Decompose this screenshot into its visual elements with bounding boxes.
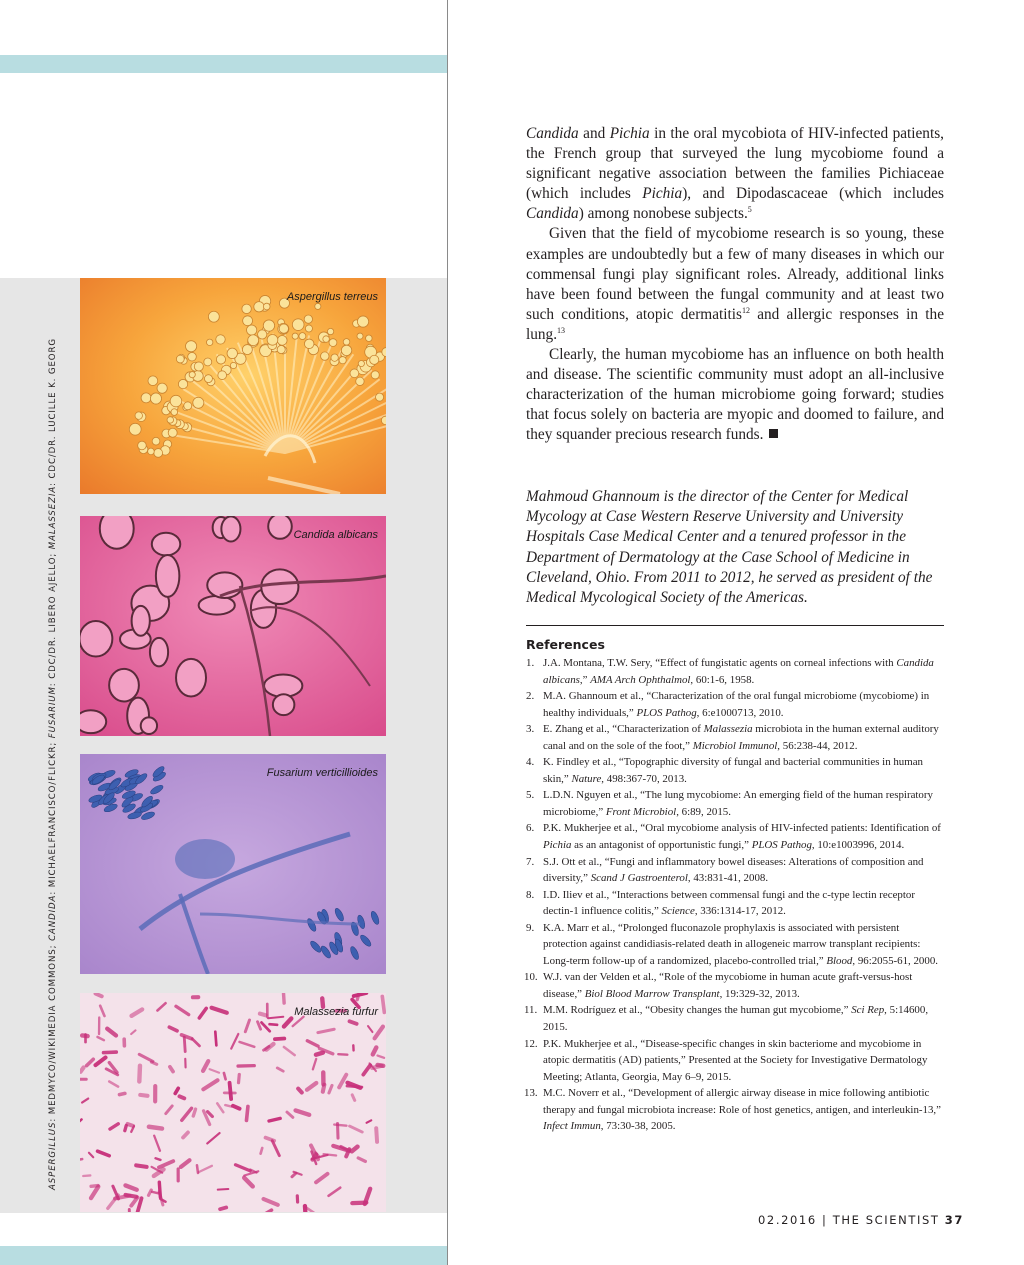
text-run: as an antagonist of opportunistic fungi,” xyxy=(571,839,752,852)
footer-separator: | xyxy=(822,1213,828,1227)
text-run: ) among nonobese subjects. xyxy=(578,205,748,223)
text-run: , 60:1-6, 1958. xyxy=(690,673,755,686)
text-run: Pichia xyxy=(543,839,572,852)
text-run: , 336:1314-17, 2012. xyxy=(694,905,786,918)
image-caption-malassezia: Malassezia furfur xyxy=(294,1006,378,1018)
text-run: Blood xyxy=(826,954,853,967)
references-heading: References xyxy=(526,637,605,652)
text-run: Microbiol Immunol xyxy=(692,739,778,752)
credit-segment: : CDC/DR. LIBERO AJELLO; xyxy=(48,549,58,687)
image-caption-aspergillus: Aspergillus terreus xyxy=(286,291,378,303)
text-run: , 498:367-70, 2013. xyxy=(601,772,687,785)
text-run: P.K. Mukherjee et al., “Disease-specific changes in skin bacteriome and mycobiome in atopic dermatitis (AD) patients,” Presented at the Society for Investigative Dermatology Meeting; Atlanta, Georgia, May 6–9, 2015. xyxy=(543,1037,928,1083)
body-paragraph xyxy=(526,345,944,445)
reference-number: 6. xyxy=(526,822,535,835)
text-run: microbiota in the human external auditory canal and on the sole of the foot,” xyxy=(543,723,939,752)
text-run: S.J. Ott et al., “Fungi and inflammatory bowel diseases: Alterations of composition and diversity,” xyxy=(543,855,924,885)
photo-credit xyxy=(48,280,58,1190)
footnote-marker: 5 xyxy=(747,205,752,215)
credit-segment: CANDIDA xyxy=(48,894,58,941)
text-run: , 6:89, 2015. xyxy=(676,805,731,818)
footnote-marker: 12 xyxy=(741,305,750,315)
footer-issue: 02.2016 xyxy=(758,1213,817,1227)
text-run: M.M. Rodríguez et al., “Obesity changes the human gut mycobiome,” xyxy=(543,1004,852,1017)
fusarium-micrograph xyxy=(80,754,386,974)
credit-segment: MALASSEZIA xyxy=(48,485,58,550)
credit-segment: : MICHAELFRANCISCO/FLICKR; xyxy=(48,738,58,895)
text-run: L.D.N. Nguyen et al., “The lung mycobiome: An emerging field of the human respiratory microbiome,” xyxy=(543,789,933,818)
text-run: and allergic responses in the lung. xyxy=(526,305,944,343)
footer-magazine: THE SCIENTIST xyxy=(832,1213,940,1227)
image-caption-fusarium: Fusarium verticillioides xyxy=(266,767,378,779)
text-run: Pichia xyxy=(642,185,683,203)
text-run: Malassezia xyxy=(703,723,753,736)
reference-number: 9. xyxy=(526,921,535,934)
text-run: M.C. Noverr et al., “Development of allergic airway disease in mice following antibiotic therapy and fungal microbiota increase: Role of host genetics, antigen, and interleukin-13,” xyxy=(543,1087,941,1116)
reference-item xyxy=(526,820,946,853)
text-run: , 73:30-38, 2005. xyxy=(600,1120,676,1133)
author-bio: Mahmoud Ghannoum is the director of the Center for Medical Mycology at Case Western Reserve University and University Hospitals Case Medical Center and a tenured professor in the Department of Dermatology at the Case School of Medicine in Cleveland, Ohio. From 2011 to 2012, he served as president of the Medical Mycological Society of the Americas. xyxy=(526,488,933,607)
text-run: , 96:2055-61, 2000. xyxy=(852,954,938,967)
page-footer xyxy=(758,1213,964,1227)
text-run: K. Findley et al., “Topographic diversity of fungal and bacterial communities in human skin,” xyxy=(543,756,924,785)
text-run: Nature xyxy=(571,772,602,785)
reference-number: 7. xyxy=(526,855,535,868)
text-run: Front Microbiol xyxy=(605,805,677,818)
top-color-band xyxy=(0,55,447,73)
page-number: 37 xyxy=(944,1213,964,1227)
credit-segment: : CDC/DR. LUCILLE K. GEORG xyxy=(48,338,58,486)
reference-number: 10. xyxy=(524,971,538,984)
text-run: ), and Dipodascaceae (which includes xyxy=(682,185,944,203)
fusarium-verticillioides-image xyxy=(80,754,386,974)
text-run: , 10:e1003996, 2014. xyxy=(811,839,905,852)
text-run: , 19:329-32, 2013. xyxy=(719,987,800,1000)
reference-item xyxy=(526,655,946,688)
text-run: , 56:238-44, 2012. xyxy=(777,739,858,752)
malassezia-micrograph xyxy=(80,993,386,1212)
candida-micrograph xyxy=(80,516,386,736)
reference-item xyxy=(526,787,946,820)
reference-number: 12. xyxy=(524,1037,538,1050)
reference-number: 11. xyxy=(524,1004,538,1017)
text-run: W.J. van der Velden et al., “Role of the mycobiome in human acute graft-versus-host disease,” xyxy=(543,971,913,1000)
text-run: Clearly, the human mycobiome has an influence on both health and disease. The scientific community must adopt an all-inclusive characterization of the human microbiome going forward; studies that focus solely on bacteria are myopic and doomed to failure, and they squander precious research funds. xyxy=(526,346,944,444)
malassezia-furfur-image xyxy=(80,993,386,1212)
reference-item xyxy=(526,1002,946,1035)
text-run: J.A. Montana, T.W. Sery, “Effect of fungistatic agents on corneal infections with xyxy=(543,657,897,669)
reference-number: 1. xyxy=(526,657,535,669)
text-run: Given that the field of mycobiome research is so young, these examples are undoubtedly but a few of many diseases in which our commensal fungi play significant roles. Already, additional links have been found between the fungal community and at least two such conditions, atopic dermatitis xyxy=(526,225,944,323)
end-of-article-square-icon xyxy=(769,429,778,438)
reference-number: 8. xyxy=(526,888,535,901)
body-paragraph xyxy=(526,224,944,345)
text-run: Candida xyxy=(526,125,579,142)
reference-number: 4. xyxy=(526,756,535,769)
text-run: Sci Rep xyxy=(851,1004,885,1017)
text-run: I.D. Iliev et al., “Interactions between commensal fungi and the c-type lectin receptor dectin-1 influence colitis,” xyxy=(543,888,915,918)
reference-item xyxy=(526,1085,946,1135)
section-divider xyxy=(526,625,944,626)
reference-item xyxy=(526,754,946,787)
text-run: P.K. Mukherjee et al., “Oral mycobiome analysis of HIV-infected patients: Identification of xyxy=(543,822,941,835)
text-run: Candida albicans xyxy=(543,657,934,686)
text-run: in the oral mycobiota of HIV-infected patients, the French group that surveyed the lung mycobiome found a significant negative association between the families Pichiaceae (which includes xyxy=(526,125,944,203)
footnote-marker: 13 xyxy=(557,325,566,335)
text-run: K.A. Marr et al., “Prolonged fluconazole prophylaxis is associated with persistent protection against candidiasis-related death in allogeneic marrow transplant recipients: Long-term follow-up of a randomized, placebo-controlled trial,” xyxy=(543,921,921,967)
text-run: , 43:831-41, 2008. xyxy=(687,872,769,885)
candida-albicans-image xyxy=(80,516,386,736)
text-run: Candida xyxy=(526,205,579,223)
text-run: and xyxy=(578,125,610,142)
text-run: , 6:e1000713, 2010. xyxy=(696,706,784,719)
body-paragraph xyxy=(526,124,944,224)
text-run: Biol Blood Marrow Transplant xyxy=(584,987,720,1000)
bottom-color-band xyxy=(0,1246,447,1265)
reference-item xyxy=(526,854,946,887)
text-run: Infect Immun xyxy=(543,1120,601,1133)
reference-number: 3. xyxy=(526,723,535,736)
page-gutter-line xyxy=(447,0,448,1265)
text-run: , 5:14600, 2015. xyxy=(543,1004,929,1034)
aspergillus-terreus-image xyxy=(80,278,386,494)
text-run: Scand J Gastroenterol xyxy=(590,872,688,885)
reference-number: 5. xyxy=(526,789,535,802)
credit-segment: ASPERGILLUS xyxy=(48,1121,58,1190)
references-list xyxy=(526,655,946,1135)
text-run: Science xyxy=(661,905,695,918)
text-run: PLOS Pathog xyxy=(751,839,812,852)
credit-segment: : MEDMYCO/WIKIMEDIA COMMONS; xyxy=(48,940,58,1122)
text-run: ,” xyxy=(579,673,591,686)
text-run: M.A. Ghannoum et al., “Characterization of the oral fungal microbiome (mycobiome) in healthy individuals,” xyxy=(543,690,930,719)
reference-item xyxy=(526,887,946,920)
credit-segment: FUSARIUM xyxy=(48,686,58,739)
reference-item xyxy=(526,688,946,721)
article-body xyxy=(526,124,944,446)
reference-item xyxy=(526,721,946,754)
text-run: PLOS Pathog xyxy=(636,706,697,719)
reference-number: 13. xyxy=(524,1087,538,1100)
reference-item xyxy=(526,920,946,970)
image-caption-candida: Candida albicans xyxy=(293,529,378,541)
text-run: E. Zhang et al., “Characterization of xyxy=(543,723,704,736)
reference-item xyxy=(526,969,946,1002)
aspergillus-micrograph xyxy=(80,278,386,494)
reference-item xyxy=(526,1036,946,1086)
text-run: AMA Arch Ophthalmol xyxy=(590,673,691,686)
text-run: Pichia xyxy=(609,125,650,142)
reference-number: 2. xyxy=(526,690,535,703)
